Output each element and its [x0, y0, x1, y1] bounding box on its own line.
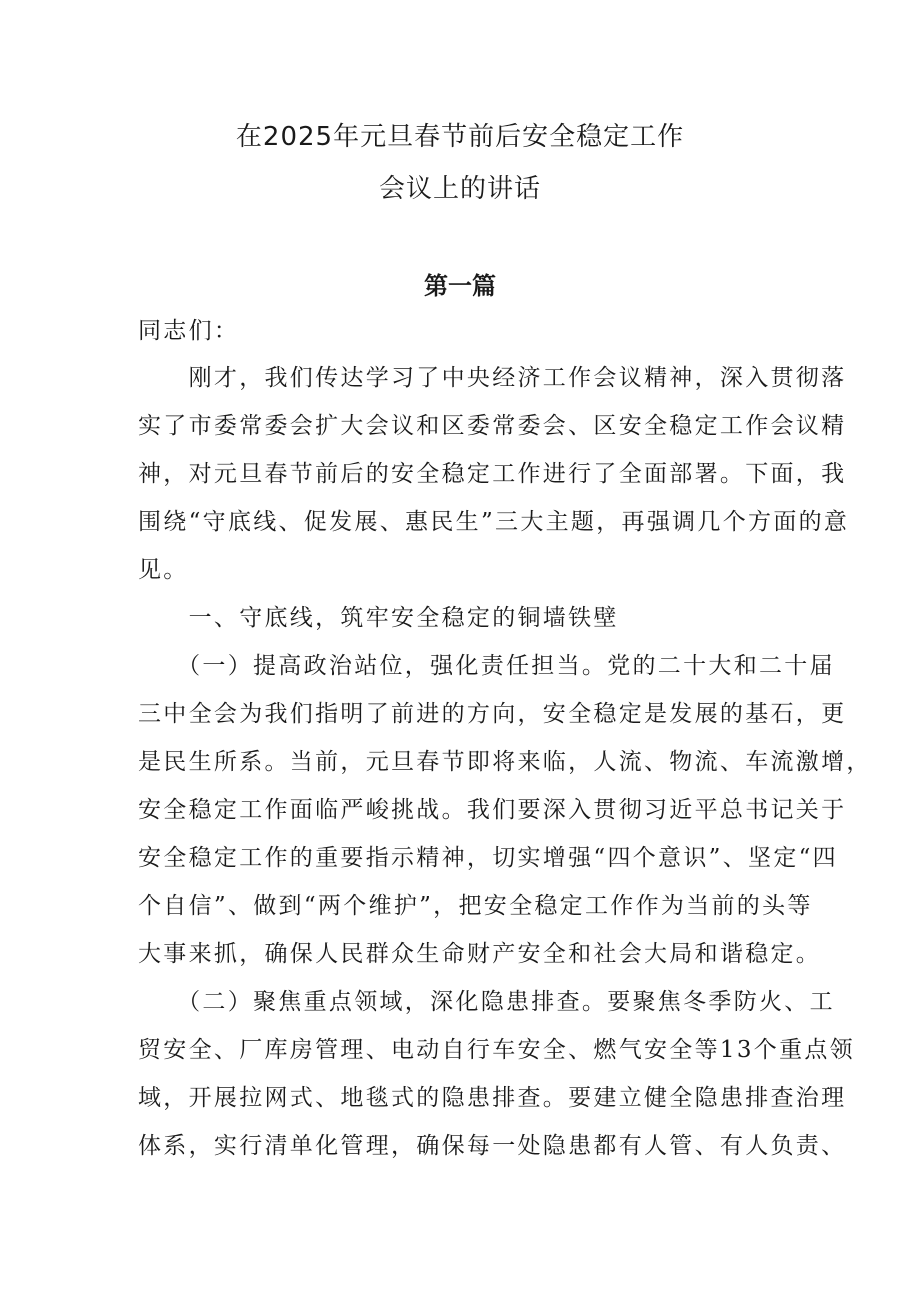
salutation: 同志们：	[138, 318, 240, 344]
body-line: 体系，实行清单化管理，确保每一处隐患都有人管、有人负责、	[138, 1133, 847, 1159]
body-line: 见。	[138, 557, 189, 583]
body-line: 三中全会为我们指明了前进的方向，安全稳定是发展的基石，更	[138, 701, 847, 727]
document-title-line-1: 在2025年元旦春节前后安全稳定工作	[235, 122, 685, 152]
body-line: 个自信”、做到“两个维护”，把安全稳定工作作为当前的头等	[138, 893, 813, 919]
body-line: 大事来抓，确保人民群众生命财产安全和社会大局和谐稳定。	[138, 941, 822, 967]
subsection-heading: 一、守底线，筑牢安全稳定的铜墙铁壁	[138, 605, 619, 631]
body-line: 安全稳定工作的重要指示精神，切实增强“四个意识”、坚定“四	[138, 845, 838, 871]
body-line: 刚才，我们传达学习了中央经济工作会议精神，深入贯彻落	[138, 365, 847, 391]
body-line: （一）提高政治站位，强化责任担当。党的二十大和二十届	[138, 653, 835, 679]
body-line: 安全稳定工作面临严峻挑战。我们要深入贯彻习近平总书记关于	[138, 797, 847, 823]
body-line: 贸安全、厂库房管理、电动自行车安全、燃气安全等13个重点领	[138, 1037, 855, 1063]
body-line: 围绕“守底线、促发展、惠民生”三大主题，再强调几个方面的意	[138, 509, 850, 535]
section-heading: 第一篇	[424, 272, 496, 300]
body-line: 域，开展拉网式、地毯式的隐患排查。要建立健全隐患排查治理	[138, 1085, 847, 1111]
body-line: 实了市委常委会扩大会议和区委常委会、区安全稳定工作会议精	[138, 413, 847, 439]
body-line: 神，对元旦春节前后的安全稳定工作进行了全面部署。下面，我	[138, 461, 847, 487]
body-line: 是民生所系。当前，元旦春节即将来临，人流、物流、车流激增，	[138, 749, 872, 775]
body-line: （二）聚焦重点领域，深化隐患排查。要聚焦冬季防火、工	[138, 989, 835, 1015]
document-title-line-2: 会议上的讲话	[378, 174, 541, 204]
